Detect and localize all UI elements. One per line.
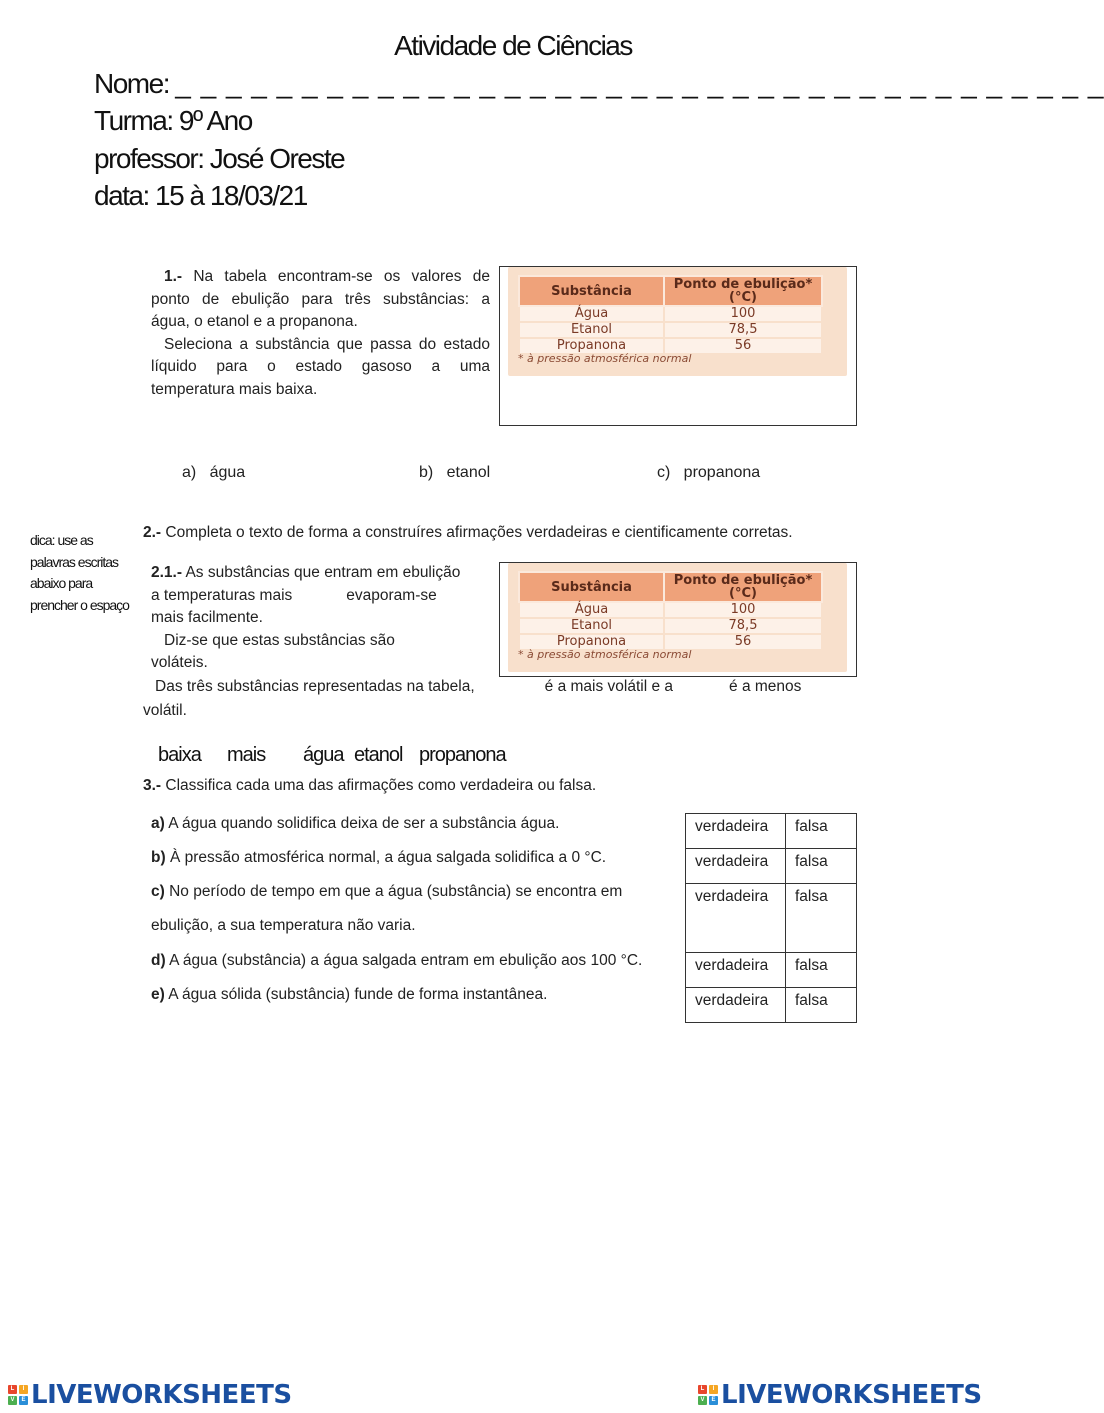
liveworksheets-icon: L I V E	[698, 1385, 718, 1405]
question-2-1-text: 2.1.- As substâncias que entram em ebulição a temperaturas mais evaporam-se mais facilmente. Diz-se que estas substâncias são voláteis.	[151, 564, 461, 672]
liveworksheets-icon: L I V E	[8, 1385, 28, 1405]
word-baixa[interactable]: baixa	[158, 744, 201, 766]
boiling-point-table	[518, 275, 823, 355]
boiling-point-frame-1	[499, 266, 857, 426]
table-footnote: * à pressão atmosférica normal	[518, 352, 692, 365]
table-row: Propanona 56	[519, 338, 822, 354]
header-boiling-point: Ponto de ebulição* (°C)	[664, 276, 822, 306]
table-row	[686, 814, 857, 849]
class-line: Turma: 9º Ano	[94, 105, 252, 136]
brand-name: LIVEWORKSHEETS	[721, 1380, 982, 1410]
false-option-d[interactable]: falsa	[786, 953, 857, 988]
word-etanol[interactable]: etanol	[354, 744, 403, 766]
question-2-heading: 2.- Completa o texto de forma a construíres afirmações verdadeiras e cientificamente corretas.	[143, 524, 793, 541]
false-option-a[interactable]: falsa	[786, 814, 857, 849]
table-row	[686, 884, 857, 953]
false-option-c[interactable]: falsa	[786, 884, 857, 953]
statement-c: c) No período de tempo em que a água (substância) se encontra em	[151, 883, 623, 900]
table-row: Água 100	[519, 306, 822, 322]
header-substance: Substância	[519, 276, 664, 306]
footer-logo-right[interactable]	[698, 1380, 982, 1410]
name-blank: _ _ _ _ _ _ _ _ _ _ _ _ _ _ _ _ _ _ _ _ _ _ _ _ _ _ _ _ _ _ _ _ _ _ _ _ _	[175, 68, 1104, 99]
true-option-a[interactable]: verdadeira	[686, 814, 786, 849]
true-option-c[interactable]: verdadeira	[686, 884, 786, 953]
true-option-d[interactable]: verdadeira	[686, 953, 786, 988]
question-3-heading: 3.- Classifica cada uma das afirmações como verdadeira ou falsa.	[143, 777, 597, 794]
word-agua[interactable]: água	[303, 744, 344, 766]
statement-e: e) A água sólida (substância) funde de forma instantânea.	[151, 986, 548, 1003]
question-2-1-line6: Das três substâncias representadas na tabela, é a mais volátil e a é a menos	[155, 678, 802, 695]
question-2-1-number: 2.1.-	[151, 564, 183, 581]
table-row: Etanol 78,5	[519, 618, 822, 634]
question-1-text: 1.- Na tabela encontram-se os valores de ponto de ebulição para três substâncias: a água, o etanol e a propanona. Seleciona a substância que passa do estado líquido para o estado gasoso a uma temperatura mais baixa.	[151, 268, 491, 398]
footer-logo-left[interactable]	[8, 1380, 292, 1410]
worksheet-title: Atividade de Ciências	[394, 30, 632, 61]
name-line	[94, 68, 1104, 100]
name-label: Nome:	[94, 68, 169, 99]
statement-c-cont: ebulição, a sua temperatura não varia.	[151, 917, 416, 934]
boiling-point-image-2: Substância Ponto de ebulição* (°C) Água 100 Etanol 78,5 Propanona 56 * à pressão atmosférica normal	[508, 563, 847, 672]
question-1-number: 1.-	[164, 268, 183, 285]
brand-name: LIVEWORKSHEETS	[31, 1380, 292, 1410]
false-option-b[interactable]: falsa	[786, 849, 857, 884]
false-option-e[interactable]: falsa	[786, 988, 857, 1023]
tip-note: dica: use as palavras escritas abaixo para prencher o espaço	[30, 532, 129, 613]
option-a[interactable]: a) água	[182, 464, 246, 481]
table-row: Propanona 56	[519, 634, 822, 650]
table-row	[686, 849, 857, 884]
statement-a: a) A água quando solidifica deixa de ser a substância água.	[151, 815, 560, 832]
boiling-point-frame-2	[499, 562, 857, 677]
word-propanona[interactable]: propanona	[419, 744, 506, 766]
date-line: data: 15 à 18/03/21	[94, 180, 307, 211]
word-mais[interactable]: mais	[227, 744, 266, 766]
option-b[interactable]: b) etanol	[419, 464, 491, 481]
true-option-b[interactable]: verdadeira	[686, 849, 786, 884]
boiling-point-image-1	[508, 267, 847, 376]
teacher-line: professor: José Oreste	[94, 143, 345, 174]
statement-b: b) À pressão atmosférica normal, a água salgada solidifica a 0 °C.	[151, 849, 607, 866]
statement-d: d) A água (substância) a água salgada entram em ebulição aos 100 °C.	[151, 952, 643, 969]
option-c[interactable]: c) propanona	[657, 464, 761, 481]
true-false-table	[685, 813, 857, 1023]
table-row: Etanol 78,5	[519, 322, 822, 338]
question-2-1-line7: volátil.	[143, 702, 187, 719]
question-2-number: 2.-	[143, 524, 162, 541]
true-option-e[interactable]: verdadeira	[686, 988, 786, 1023]
table-row: Água 100	[519, 602, 822, 618]
table-row	[686, 988, 857, 1023]
question-3-number: 3.-	[143, 777, 162, 794]
table-row	[686, 953, 857, 988]
